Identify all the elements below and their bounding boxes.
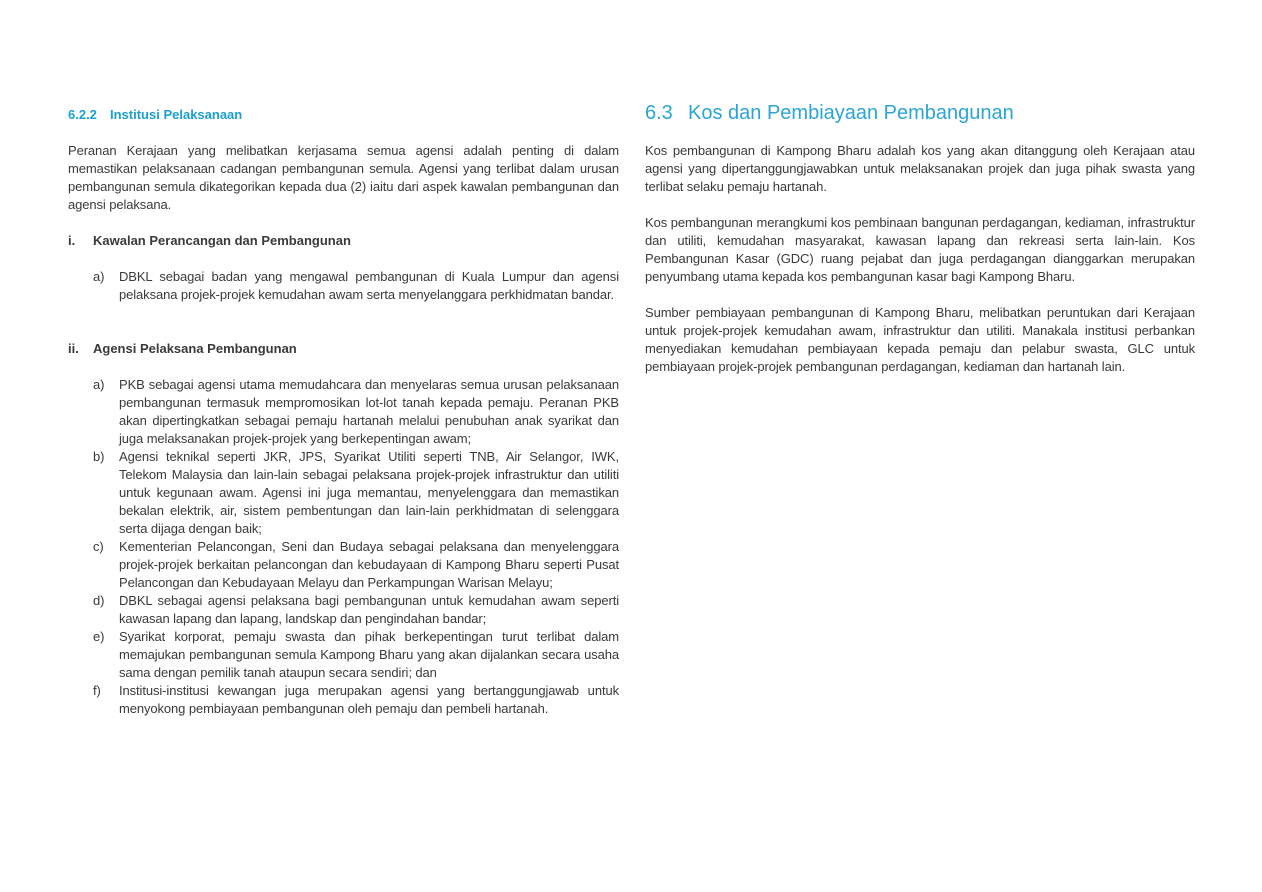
- section-number: 6.2.2: [68, 107, 97, 122]
- list-letter: d): [93, 593, 105, 608]
- paragraph-kos-pembangunan: Kos pembangunan di Kampong Bharu adalah kos yang akan ditanggung oleh Kerajaan atau agensi yang dipertanggungjawabkan untuk melaksanakan projek dan juga pihak swasta yang terlibat selaku pemaju hartanah.: [645, 143, 1195, 194]
- section-title: Kos dan Pembiayaan Pembangunan: [688, 102, 1014, 124]
- subsection-title: Agensi Pelaksana Pembangunan: [93, 341, 297, 356]
- list-letter: c): [93, 539, 104, 554]
- list-item: [93, 592, 619, 628]
- roman-numeral: i.: [68, 233, 76, 248]
- intro-paragraph: Peranan Kerajaan yang melibatkan kerjasama semua agensi adalah penting di dalam memastikan pelaksanaan cadangan pembangunan semula. Agensi yang terlibat dalam urusan pembangunan semula dikategorikan kepada dua (2) iaitu dari aspek kawalan pembangunan dan agensi pelaksana.: [68, 143, 619, 212]
- list-item: [93, 538, 619, 592]
- section-title: Institusi Pelaksanaan: [110, 107, 243, 122]
- subsection-title: Kawalan Perancangan dan Pembangunan: [93, 233, 351, 248]
- list-letter: f): [93, 683, 101, 698]
- list-item-text: Institusi-institusi kewangan juga merupakan agensi yang bertanggungjawab untuk menyokong pembiayaan pembangunan oleh pemaju dan pembeli hartanah.: [119, 683, 619, 716]
- list-item-text: Syarikat korporat, pemaju swasta dan pihak berkepentingan turut terlibat dalam memajukan pembangunan semula Kampong Bharu yang akan dijalankan secara usaha sama dengan pemilik tanah ataupun secara sendiri; dan: [119, 629, 619, 680]
- list-item-text: PKB sebagai agensi utama memudahcara dan menyelaras semua urusan pelaksanaan pembangunan termasuk mempromosikan lot-lot tanah kepada pemaju. Peranan PKB akan dipertingkatkan sebagai pemaju hartanah melalui penubuhan anak syarikat dan juga melaksanakan projek-projek yang berkepentingan awam;: [119, 377, 619, 446]
- list-agensi-pelaksana: [93, 376, 619, 718]
- list-item-text: Agensi teknikal seperti JKR, JPS, Syarikat Utiliti seperti TNB, Air Selangor, IWK, Telekom Malaysia dan lain-lain sebagai pelaksana projek-projek infrastruktur dan utiliti untuk kegunaan awam. Agensi ini juga memantau, menyelenggara dan memastikan bekalan elektrik, air, sistem pembentungan dan lain-lain perkhidmatan di selenggara serta dijaga dengan baik;: [119, 449, 619, 536]
- list-item-text: DBKL sebagai badan yang mengawal pembangunan di Kuala Lumpur dan agensi pelaksana projek-projek kemudahan awam serta menyelanggara perkhidmatan bandar.: [119, 269, 619, 302]
- list-item: [93, 376, 619, 448]
- subsection-heading-i: [68, 232, 619, 250]
- list-kawalan: [93, 268, 619, 304]
- list-letter: a): [93, 269, 105, 284]
- subsection-heading-ii: [68, 340, 619, 358]
- list-letter: b): [93, 449, 105, 464]
- list-item: [93, 628, 619, 682]
- section-heading-6-2-2: [68, 106, 242, 124]
- section-heading-6-3: [645, 100, 1014, 126]
- list-item: [93, 448, 619, 538]
- list-item-text: DBKL sebagai agensi pelaksana bagi pembangunan untuk kemudahan awam seperti kawasan lapang dan lapang, landskap dan pengindahan bandar;: [119, 593, 619, 626]
- list-item-text: Kementerian Pelancongan, Seni dan Budaya sebagai pelaksana dan menyelenggara projek-projek berkaitan pelancongan dan kebudayaan di Kampong Bharu seperti Pusat Pelancongan dan Kebudayaan Melayu dan Perkampungan Warisan Melayu;: [119, 539, 619, 590]
- list-letter: e): [93, 629, 105, 644]
- list-letter: a): [93, 377, 105, 392]
- list-item: [93, 268, 619, 304]
- roman-numeral: ii.: [68, 341, 79, 356]
- section-number: 6.3: [645, 102, 673, 124]
- paragraph-kos-merangkumi: Kos pembangunan merangkumi kos pembinaan bangunan perdagangan, kediaman, infrastruktur dan utiliti, kemudahan masyarakat, kawasan lapang dan rekreasi serta lain-lain. Kos Pembangunan Kasar (GDC) ruang pejabat dan juga perdagangan dianggarkan merupakan penyumbang utama kepada kos pembangunan kasar bagi Kampong Bharu.: [645, 215, 1195, 284]
- paragraph-sumber-pembiayaan: Sumber pembiayaan pembangunan di Kampong Bharu, melibatkan peruntukan dari Kerajaan untuk projek-projek kemudahan awam, infrastruktur dan utiliti. Manakala institusi perbankan menyediakan kemudahan pembiayaan kepada pemaju dan pelabur swasta, GLC untuk pembiayaan projek-projek pembangunan perdagangan, kediaman dan hartanah lain.: [645, 305, 1195, 374]
- list-item: [93, 682, 619, 718]
